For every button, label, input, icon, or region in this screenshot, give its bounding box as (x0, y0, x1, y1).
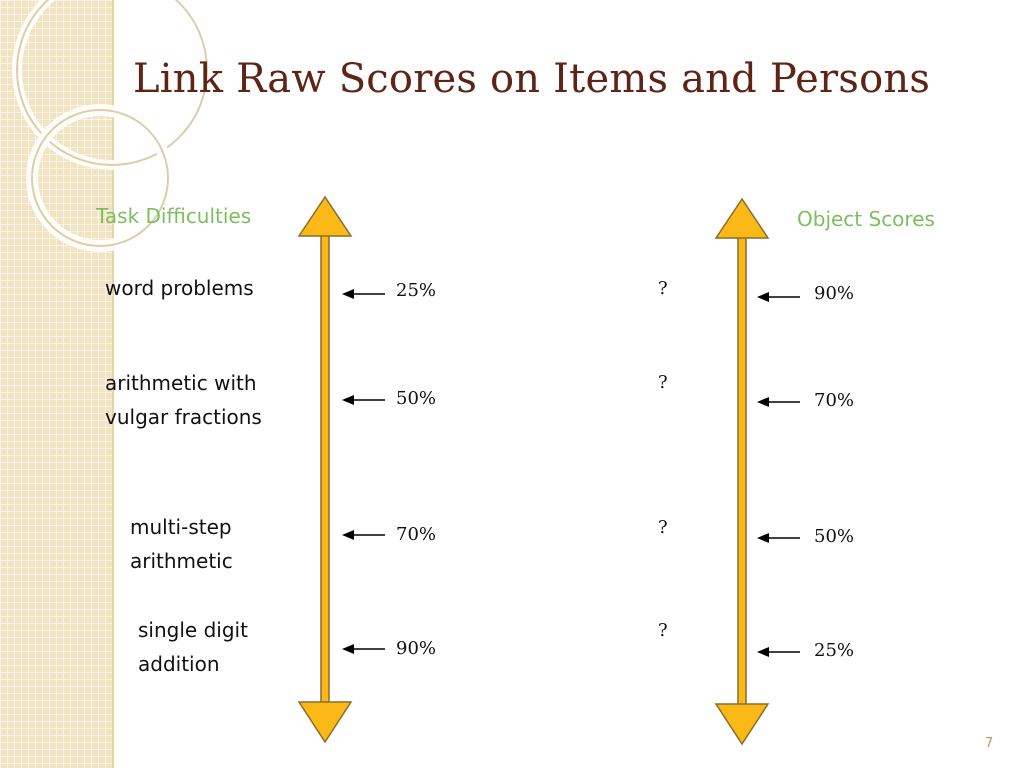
right-arrow-3 (757, 533, 800, 543)
right-arrows (757, 292, 800, 657)
task-percent: 90% (396, 638, 437, 659)
task-percent: 25% (396, 280, 437, 301)
task-label-vulgar-fractions: arithmetic with vulgar fractions (105, 371, 262, 429)
unknown-mark: ? (658, 372, 668, 393)
object-percent: 50% (814, 526, 855, 547)
task-label-single-digit: single digit addition (138, 618, 248, 676)
left-arrow-1 (342, 289, 385, 299)
heading-task-difficulties: Task Difficulties (96, 204, 252, 228)
left-scale (299, 197, 351, 742)
right-scale (716, 199, 768, 744)
left-arrows (342, 289, 385, 654)
right-arrow-1 (757, 292, 800, 302)
right-arrow-2 (757, 397, 800, 407)
slide-title: Link Raw Scores on Items and Persons (133, 56, 931, 102)
left-arrow-3 (342, 530, 385, 540)
unknown-mark: ? (658, 517, 668, 538)
left-arrow-2 (342, 395, 385, 405)
task-percent: 50% (396, 388, 437, 409)
object-percent: 25% (814, 640, 855, 661)
task-label-multi-step: multi-step arithmetic (130, 515, 233, 573)
right-arrow-4 (757, 647, 800, 657)
heading-object-scores: Object Scores (797, 207, 935, 231)
page-number: 7 (985, 736, 994, 751)
unknown-mark: ? (658, 278, 668, 299)
object-percent: 90% (814, 283, 855, 304)
unknown-mark: ? (658, 620, 668, 641)
task-label-word-problems: word problems (105, 276, 254, 300)
left-arrow-4 (342, 644, 385, 654)
object-percent: 70% (814, 390, 855, 411)
task-percent: 70% (396, 524, 437, 545)
